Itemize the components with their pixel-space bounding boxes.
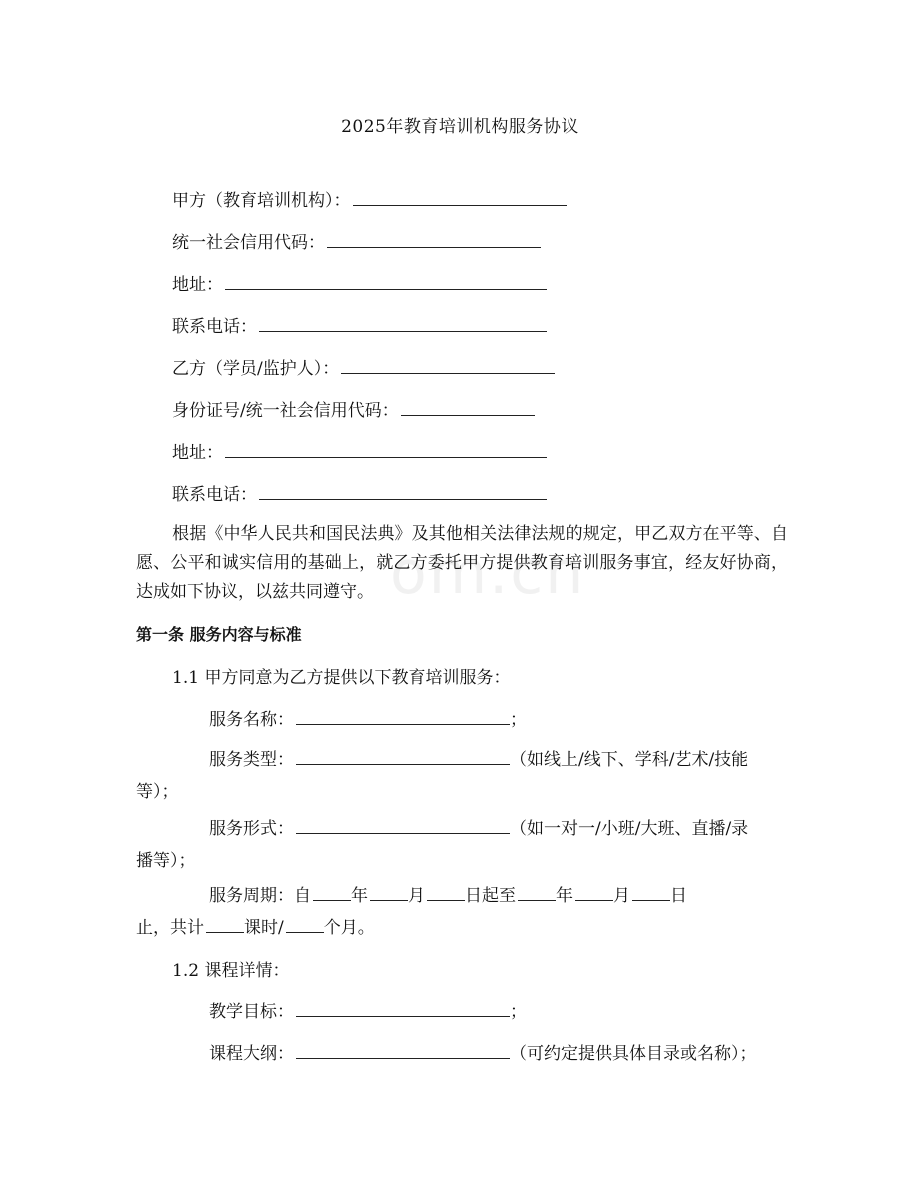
party-a-name-blank[interactable] bbox=[353, 187, 567, 206]
intro-text: 根据《中华人民共和国民法典》及其他相关法律法规的规定，甲乙双方在平等、自愿、公平和诚实信用的基础上，就乙方委托甲方提供教育培训服务事宜，经友好协商，达成如下协议，以兹共同遵守。 bbox=[136, 524, 788, 602]
period-label: 服务周期：自 bbox=[209, 886, 311, 906]
party-b-id-line bbox=[172, 397, 535, 423]
service-period-block bbox=[136, 880, 788, 944]
service-type-block bbox=[136, 744, 788, 808]
party-b-address-blank[interactable] bbox=[225, 439, 547, 458]
service-type-label: 服务类型： bbox=[209, 750, 294, 770]
service-type-note-1: （如线上/线下、学科/艺术/技能 bbox=[510, 750, 749, 770]
period-year1-blank[interactable] bbox=[313, 882, 351, 901]
period-day1-blank[interactable] bbox=[427, 882, 465, 901]
party-b-address-line bbox=[172, 439, 547, 465]
clause-1-1: 1.1 甲方同意为乙方提供以下教育培训服务： bbox=[172, 668, 511, 688]
service-form-note-2: 播等）； bbox=[136, 851, 196, 871]
party-a-address-blank[interactable] bbox=[225, 271, 547, 290]
party-a-credit-line bbox=[172, 229, 541, 255]
teaching-goal-label: 教学目标： bbox=[209, 1002, 294, 1022]
service-form-blank[interactable] bbox=[296, 815, 510, 834]
period-day2: 日 bbox=[670, 886, 687, 906]
course-outline-note: （可约定提供具体目录或名称）； bbox=[510, 1044, 757, 1064]
party-b-phone-label: 联系电话： bbox=[172, 485, 257, 505]
party-a-name-line bbox=[172, 187, 567, 213]
service-name-blank[interactable] bbox=[296, 706, 510, 725]
service-type-note-2: 等）； bbox=[136, 782, 179, 802]
party-b-address-label: 地址： bbox=[172, 443, 223, 463]
course-outline-line bbox=[209, 1039, 757, 1064]
service-type-blank[interactable] bbox=[296, 746, 510, 765]
period-hours-blank[interactable] bbox=[206, 914, 244, 933]
party-b-name-blank[interactable] bbox=[341, 355, 555, 374]
party-a-phone-label: 联系电话： bbox=[172, 317, 257, 337]
clause-1-2: 1.2 课程详情： bbox=[172, 961, 290, 981]
service-name-label: 服务名称： bbox=[209, 710, 294, 730]
period-total-label: 止，共计 bbox=[136, 918, 204, 938]
document-title: 2025年教育培训机构服务协议 bbox=[341, 117, 579, 137]
period-months-unit: 个月。 bbox=[323, 918, 375, 938]
party-a-phone-blank[interactable] bbox=[259, 313, 547, 332]
service-form-note-1: （如一对一/小班/大班、直播/录 bbox=[510, 819, 749, 839]
service-name-end: ； bbox=[510, 710, 527, 730]
period-day2-blank[interactable] bbox=[632, 882, 670, 901]
period-year1: 年 bbox=[351, 886, 368, 906]
teaching-goal-end: ； bbox=[510, 1002, 527, 1022]
party-b-phone-blank[interactable] bbox=[259, 481, 547, 500]
party-a-name-label: 甲方（教育培训机构）： bbox=[172, 191, 351, 211]
service-form-block bbox=[136, 813, 788, 877]
party-a-address-label: 地址： bbox=[172, 275, 223, 295]
period-months-blank[interactable] bbox=[286, 914, 324, 933]
service-name-line bbox=[209, 705, 527, 730]
article-1-heading: 第一条 服务内容与标准 bbox=[136, 625, 302, 644]
teaching-goal-blank[interactable] bbox=[296, 998, 510, 1017]
period-month2-blank[interactable] bbox=[575, 882, 613, 901]
party-a-credit-blank[interactable] bbox=[327, 229, 541, 248]
party-b-id-blank[interactable] bbox=[401, 397, 535, 416]
party-a-address-line bbox=[172, 271, 547, 297]
period-year2: 年 bbox=[556, 886, 573, 906]
intro-paragraph bbox=[136, 520, 788, 607]
watermark: om.cn bbox=[390, 538, 586, 608]
course-outline-label: 课程大纲： bbox=[209, 1044, 294, 1064]
period-month1-blank[interactable] bbox=[370, 882, 408, 901]
party-b-phone-line bbox=[172, 481, 547, 507]
period-month1: 月 bbox=[408, 886, 425, 906]
course-outline-blank[interactable] bbox=[296, 1040, 510, 1059]
period-hours-unit: 课时/ bbox=[244, 918, 284, 938]
party-a-phone-line bbox=[172, 313, 547, 339]
party-a-credit-label: 统一社会信用代码： bbox=[172, 233, 325, 253]
period-month2: 月 bbox=[613, 886, 630, 906]
party-b-name-line bbox=[172, 355, 555, 381]
party-b-id-label: 身份证号/统一社会信用代码： bbox=[172, 401, 399, 421]
teaching-goal-line bbox=[209, 997, 527, 1022]
period-day1: 日起至 bbox=[465, 886, 516, 906]
party-b-name-label: 乙方（学员/监护人）： bbox=[172, 359, 340, 379]
service-form-label: 服务形式： bbox=[209, 819, 294, 839]
period-year2-blank[interactable] bbox=[518, 882, 556, 901]
